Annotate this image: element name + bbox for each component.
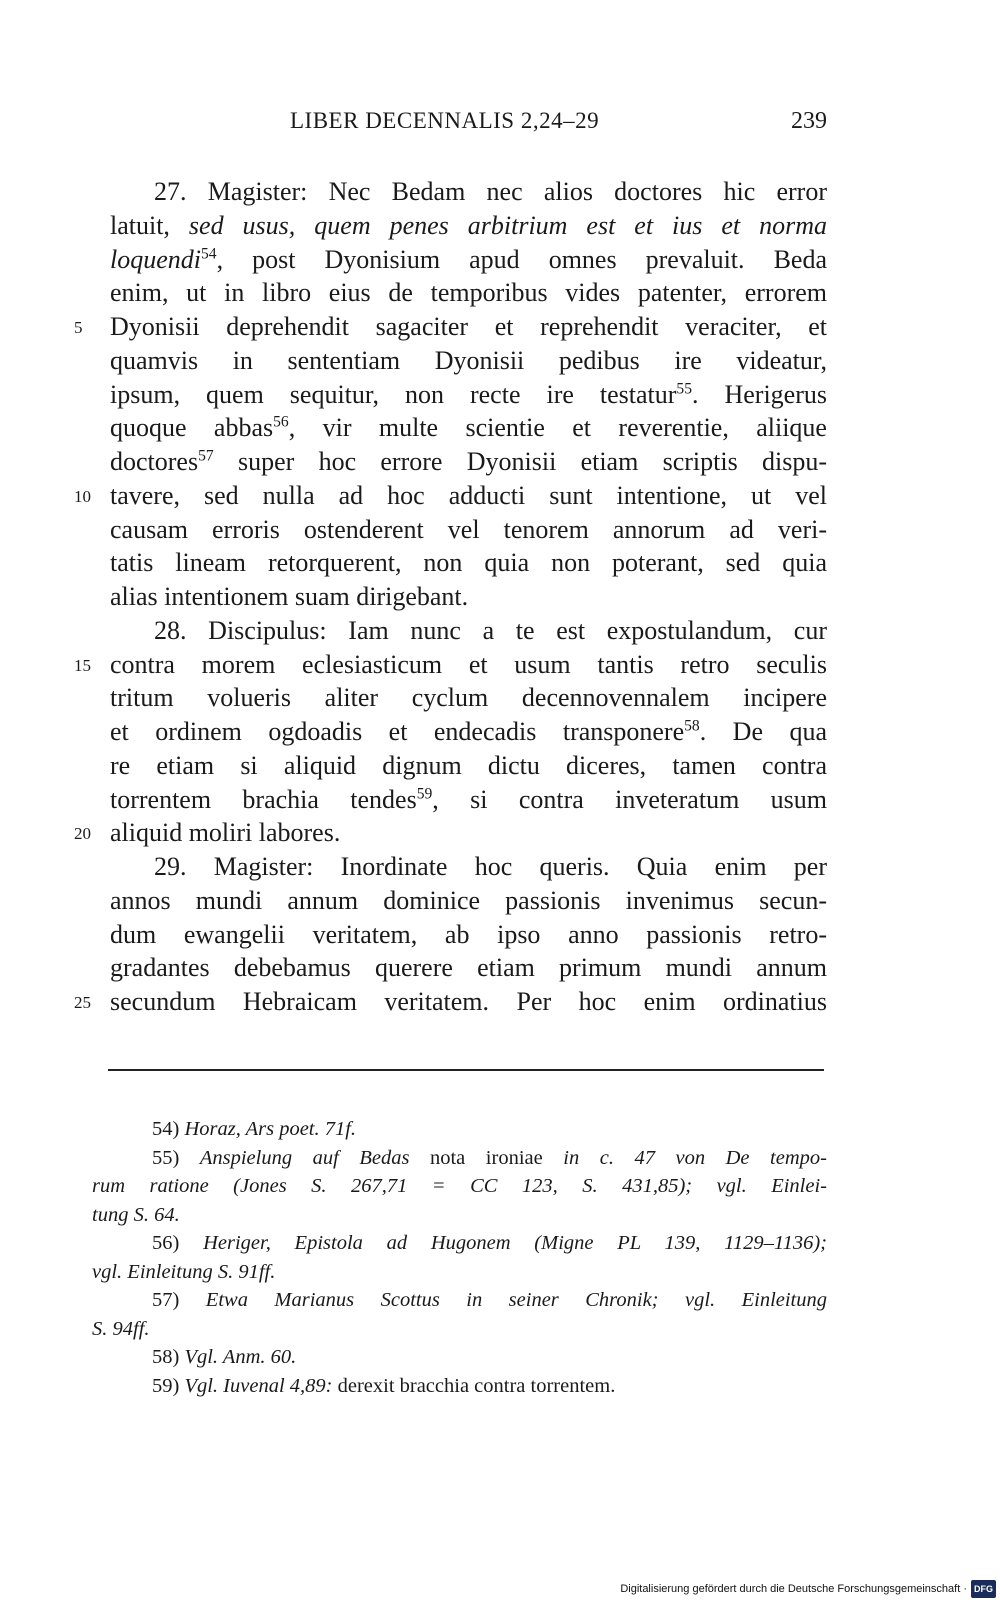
text-segment: derexit bracchia contra torrentem. [332,1374,616,1397]
text-line [74,985,827,1019]
text-segment: 57) [152,1289,206,1311]
text-segment: tritum volueris aliter cyclum decennovennalem incipere [110,683,827,713]
line-number: 5 [74,318,83,337]
text-segment: nota ironiae [409,1146,564,1169]
italic-segment: Vgl. Anm. 60. [184,1346,297,1368]
italic-segment: vgl. Einleitung S. 91ff. [92,1260,276,1283]
footnote-ref: 54 [201,244,217,262]
credit-text: Digitalisierung gefördert durch die Deutsche Forschungsgemeinschaft · [620,1583,967,1595]
text-segment: 54) [152,1118,185,1140]
text-line [74,648,827,682]
text-segment: tavere, sed nulla ad hoc adducti sunt intentione, ut vel [110,480,827,510]
text-line [110,614,827,648]
running-title: LIBER DECENNALIS 2,24–29 [290,108,600,133]
footnote-line [110,1115,827,1144]
footnote-line [92,1172,827,1201]
footnote-ref: 57 [198,447,214,465]
italic-segment: Etwa Marianus Scottus in seiner Chronik; vgl. Einleitung [205,1289,828,1311]
italic-segment: loquendi [110,244,201,274]
text-segment: . Herigerus [692,379,827,409]
footnote-line [110,1343,827,1372]
text-line [74,310,827,344]
text-segment: et ordinem ogdoadis et endecadis transponere [110,717,685,746]
text-line [110,276,827,310]
text-segment: , si contra inveteratum usum [432,784,827,814]
text-line [110,209,827,243]
footnote-ref: 56 [273,413,289,431]
italic-segment: Anspielung auf Bedas [199,1146,410,1169]
text-segment: causam erroris ostenderent vel tenorem annorum ad veri- [110,514,827,544]
text-segment: 27. Magister: Nec Bedam nec alios doctores hic error [154,177,827,206]
text-segment: , vir multe scientie et reverentie, aliique [288,413,827,443]
text-segment: doctores [110,447,199,476]
text-line [110,580,827,614]
page-header [110,108,827,148]
text-segment: aliquid moliri labores. [110,818,341,848]
line-number: 10 [74,486,91,506]
dfg-logo: DFG [971,1580,996,1598]
text-line [110,546,827,580]
text-segment: torrentem brachia tendes [110,784,417,814]
text-segment: re etiam si aliquid dignum dictu diceres, tamen contra [110,750,827,780]
text-line [110,884,827,918]
text-line [74,479,827,513]
italic-segment: Vgl. Iuvenal 4,89: [184,1374,333,1397]
text-line [110,411,827,445]
italic-segment: rum ratione (Jones S. 267,71 = CC 123, S. 431,85); vgl. Einlei- [92,1175,827,1197]
text-line [110,378,827,412]
italic-segment: Heriger, Epistola ad Hugonem (Migne PL 139, 1129–1136); [203,1232,827,1254]
text-line [110,175,827,209]
footnote-line [92,1258,827,1287]
footnote-ref: 55 [676,379,692,397]
text-segment: . De qua [699,717,827,746]
page-number: 239 [791,108,827,134]
line-number: 20 [74,824,91,844]
text-line [110,681,827,715]
text-segment: tatis lineam retorquerent, non quia non poterant, sed quia [110,548,827,578]
text-line [110,243,827,277]
footnote-line [110,1372,827,1401]
text-line [110,749,827,783]
text-segment: 28. Discipulus: Iam nunc a te est expostulandum, cur [154,615,827,645]
text-line [110,850,827,884]
footnote-line [110,1229,827,1258]
footnotes [92,1115,828,1400]
italic-segment: Horaz, Ars poet. 71f. [184,1118,357,1140]
footnote-line [92,1315,827,1344]
text-segment: alias intentionem suam dirigebant. [110,582,469,611]
italic-segment: S. 94ff. [92,1317,150,1340]
italic-segment: tung S. 64. [92,1203,180,1226]
italic-segment: in c. 47 von De tempo- [563,1146,827,1169]
text-segment: contra morem eclesiasticum et usum tantis retro seculis [110,649,827,679]
text-segment: dum ewangelii veritatem, ab ipso anno passionis retro- [110,919,827,949]
text-line [110,344,827,378]
text-segment: quoque abbas [110,413,274,443]
digitization-credit [620,1581,996,1597]
italic-segment: sed usus, quem penes arbitrium est et ius et norma [188,210,827,240]
line-number: 25 [74,993,91,1012]
text-segment: secundum Hebraicam veritatem. Per hoc enim ordinatius [110,987,827,1016]
text-line [110,918,827,952]
text-segment: 56) [152,1232,204,1254]
main-text [74,175,827,1019]
text-segment: annos mundi annum dominice passionis invenimus secun- [110,885,827,915]
text-line [110,513,827,547]
text-line [110,445,827,479]
text-segment: ipsum, quem sequitur, non recte ire testatur [110,379,677,409]
text-segment: latuit, [110,210,189,240]
footnote-ref: 58 [684,717,700,735]
text-segment: super hoc errore Dyonisii etiam scriptis dispu- [213,447,827,476]
text-segment: 29. Magister: Inordinate hoc queris. Quia enim per [154,852,827,881]
text-segment: , post Dyonisium apud omnes prevaluit. Beda [216,244,827,274]
line-number: 15 [74,655,91,675]
text-segment: enim, ut in libro eius de temporibus vides patenter, errorem [110,278,827,308]
footnote-ref: 59 [416,784,433,802]
text-segment: 55) [152,1146,200,1169]
footnote-line [92,1201,827,1230]
footnote-line [110,1286,827,1315]
text-line [110,951,827,985]
footnote-line [110,1144,827,1173]
text-segment: gradantes debebamus querere etiam primum mundi annum [110,953,827,983]
text-line [110,715,827,749]
text-line [110,783,827,817]
text-segment: 59) [152,1374,185,1397]
text-segment: 58) [152,1346,185,1368]
text-segment: Dyonisii deprehendit sagaciter et reprehendit veraciter, et [110,312,827,341]
footnote-divider [108,1069,824,1071]
text-segment: quamvis in sententiam Dyonisii pedibus ire videatur, [110,345,827,375]
text-line [74,816,827,850]
